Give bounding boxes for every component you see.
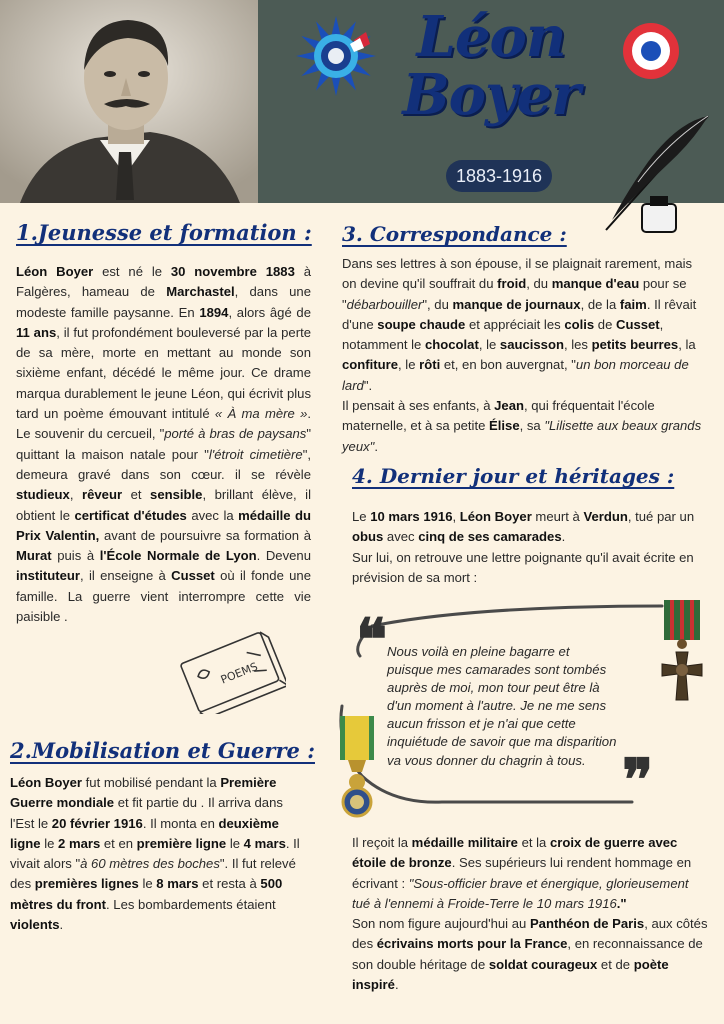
- title-last-name: Boyer: [402, 62, 580, 128]
- farewell-letter-quote: Nous voilà en pleine bagarre et puisque mes camarades sont tombés auprès de moi, mon tour peut être là d'un moment à l'autre. Je ne me sens aucun frisson et je n'ai que cette inquiétude de savoir que ma disparition va vous donner du chagrin à tous.: [387, 644, 617, 768]
- section4-intro: Le 10 mars 1916, Léon Boyer meurt à Verdun, tué par un obus avec cinq de ses camarades. Sur lui, on retrouve une lettre poignante qu'il avait écrite en prévision de sa mort :: [352, 509, 695, 585]
- section1-heading: 1.Jeunesse et formation :: [16, 220, 312, 245]
- header-banner: [258, 0, 724, 203]
- quote-close-mark: ❞: [622, 746, 654, 814]
- title-first-name: Léon: [416, 4, 566, 70]
- section1-paragraph: Léon Boyer est né le 30 novembre 1883 à Falgères, hameau de Marchastel, dans une modeste famille paysanne. En 1894, alors âgé de 11 ans, il fut profondément bouleversé par la perte de sa mère, morte en mettant au monde son sixième enfant, décédé le même jour. Ce drame marqua durablement le jeune Léon, qui écrivit plus tard un poème émouvant intitulé « À ma mère ». Le souvenir du cercueil, "porté à bras de paysans" quittant la maison natale pour "l'étroit cimetière", demeura gravé dans son cœur. il se révèle studieux, rêveur et sensible, brillant élève, il obtient le certificat d'études avec la médaille du Prix Valentin, avant de poursuivre sa formation à Murat puis à l'École Normale de Lyon. Devenu instituteur, il enseigne à Cusset où il fonde une famille. La guerre vient interrompre cette vie paisible .: [16, 264, 312, 625]
- medaille-militaire-icon: [334, 716, 380, 820]
- section2-heading: 2.Mobilisation et Guerre :: [10, 738, 315, 763]
- section3-paragraph: Dans ses lettres à son épouse, il se plaignait rarement, mais on devine qu'il souffrait du froid, du manque d'eau pour se "débarbouiller", du manque de journaux, de la faim. Il rêvait d'une soupe chaude et appréciait les colis de Cusset, notamment le chocolat, le saucisson, les petits beurres, la confiture, le rôti et, en bon auvergnat, "un bon morceau de lard". Il pensait à ses enfants, à Jean, qui fréquentait l'école maternelle, et à sa petite Élise, sa "Lilisette aux beaux grands yeux".: [342, 256, 702, 454]
- french-roundel-icon: [622, 22, 680, 80]
- section4-heading: 4. Dernier jour et héritages :: [352, 464, 675, 488]
- years-badge: 1883-1916: [446, 160, 552, 192]
- croix-de-guerre-icon: [650, 600, 714, 710]
- poems-label: POEMS: [218, 659, 260, 687]
- quill-ink-icon: [598, 112, 718, 236]
- poems-book-icon: [174, 624, 286, 714]
- section2-paragraph: Léon Boyer fut mobilisé pendant la Première Guerre mondiale et fit partie du . Il arriva dans l'Est le 20 février 1916. Il monta en deuxième ligne le 2 mars et en première ligne le 4 mars. Il vivait alors "à 60 mètres des boches". Il fut relevé des premières lignes le 8 mars et resta à 500 mètres du front. Les bombardements étaient violents.: [10, 775, 300, 933]
- section3-heading: 3. Correspondance :: [342, 222, 567, 246]
- quote-open-mark: ❝: [356, 606, 388, 674]
- section4-conclusion: Il reçoit la médaille militaire et la croix de guerre avec étoile de bronze. Ses supérieurs lui rendent hommage en écrivant : "Sous-officier brave et énergique, glorieusement tué à l'ennemi à Froide-Terre le 10 mars 1916." Son nom figure aujourd'hui au Panthéon de Paris, aux côtés des écrivains morts pour la France, en reconnaissance de son double héritage de soldat courageux et de poète inspiré.: [352, 835, 708, 993]
- portrait-photo: [0, 0, 258, 203]
